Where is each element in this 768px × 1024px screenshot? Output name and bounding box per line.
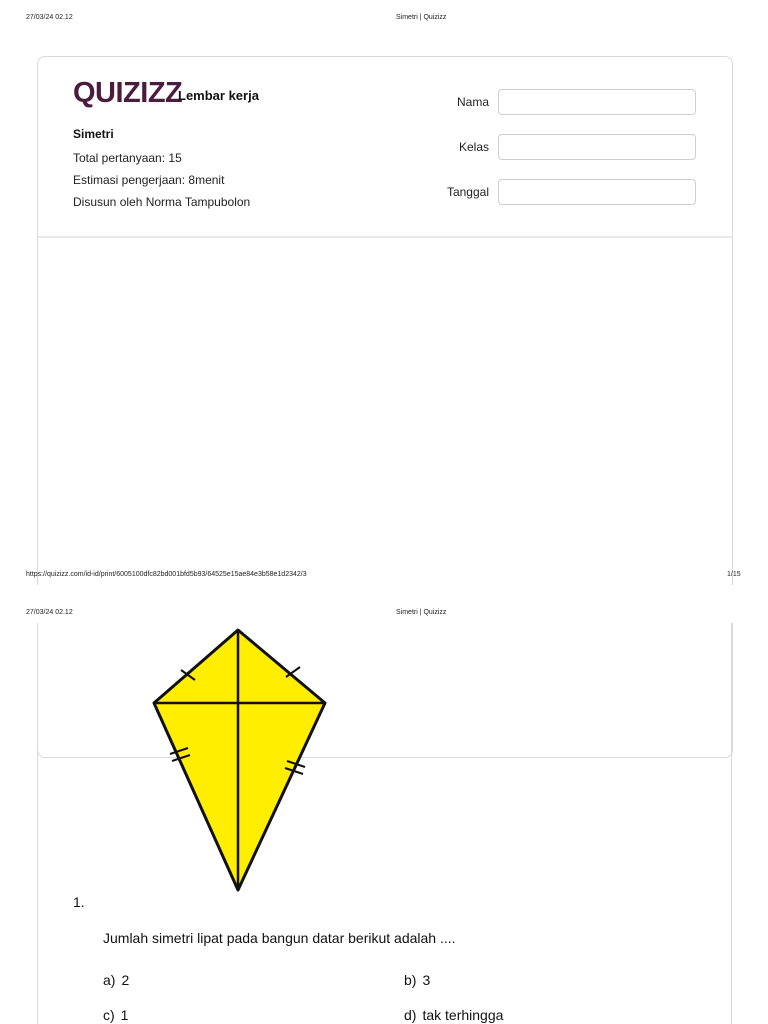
option-text: 2	[121, 972, 130, 988]
question-number: 1.	[73, 894, 85, 910]
author: Disusun oleh Norma Tampubolon	[73, 195, 251, 209]
worksheet-subtitle: Lembar kerja	[178, 88, 259, 103]
page-break	[0, 585, 768, 623]
kite-figure	[140, 620, 340, 900]
option-letter: c)	[103, 1007, 115, 1023]
option-c[interactable]	[103, 1007, 134, 1023]
option-text: 1	[120, 1007, 129, 1023]
date-field[interactable]	[498, 179, 696, 205]
page-number: 1/15	[727, 571, 741, 578]
total-questions: Total pertanyaan: 15	[73, 151, 182, 165]
worksheet-title: Simetri	[73, 127, 114, 141]
option-text: 3	[422, 972, 431, 988]
estimated-time: Estimasi pengerjaan: 8menit	[73, 173, 225, 187]
quizizz-logo: QUIZIZZ	[73, 77, 183, 109]
name-label: Nama	[456, 95, 489, 109]
class-label: Kelas	[458, 140, 489, 154]
option-letter: b)	[404, 972, 417, 988]
class-field[interactable]	[498, 134, 696, 160]
option-letter: a)	[103, 972, 116, 988]
option-a[interactable]	[103, 972, 135, 988]
option-d[interactable]	[404, 1007, 509, 1023]
name-field[interactable]	[498, 89, 696, 115]
print-document-title: Simetri | Quizizz	[396, 14, 447, 21]
page2-left-border	[37, 623, 38, 1024]
print-document-title-page2: Simetri | Quizizz	[396, 609, 447, 616]
card-divider	[38, 236, 732, 238]
question-text: Jumlah simetri lipat pada bangun datar berikut adalah ....	[103, 930, 456, 946]
option-text: tak terhingga	[422, 1007, 504, 1023]
print-timestamp-page2: 27/03/24 02.12	[26, 609, 73, 616]
print-timestamp: 27/03/24 02.12	[26, 14, 73, 21]
kite-shape	[154, 630, 325, 890]
option-letter: d)	[404, 1007, 417, 1023]
print-footer-url: https://quizizz.com/id-id/print/6005100dfc82bd001bfd5b93/64525e15ae84e3b58e1d2342/3	[26, 571, 307, 578]
option-b[interactable]	[404, 972, 436, 988]
page2-right-border	[731, 623, 732, 1024]
date-label: Tanggal	[446, 185, 489, 199]
